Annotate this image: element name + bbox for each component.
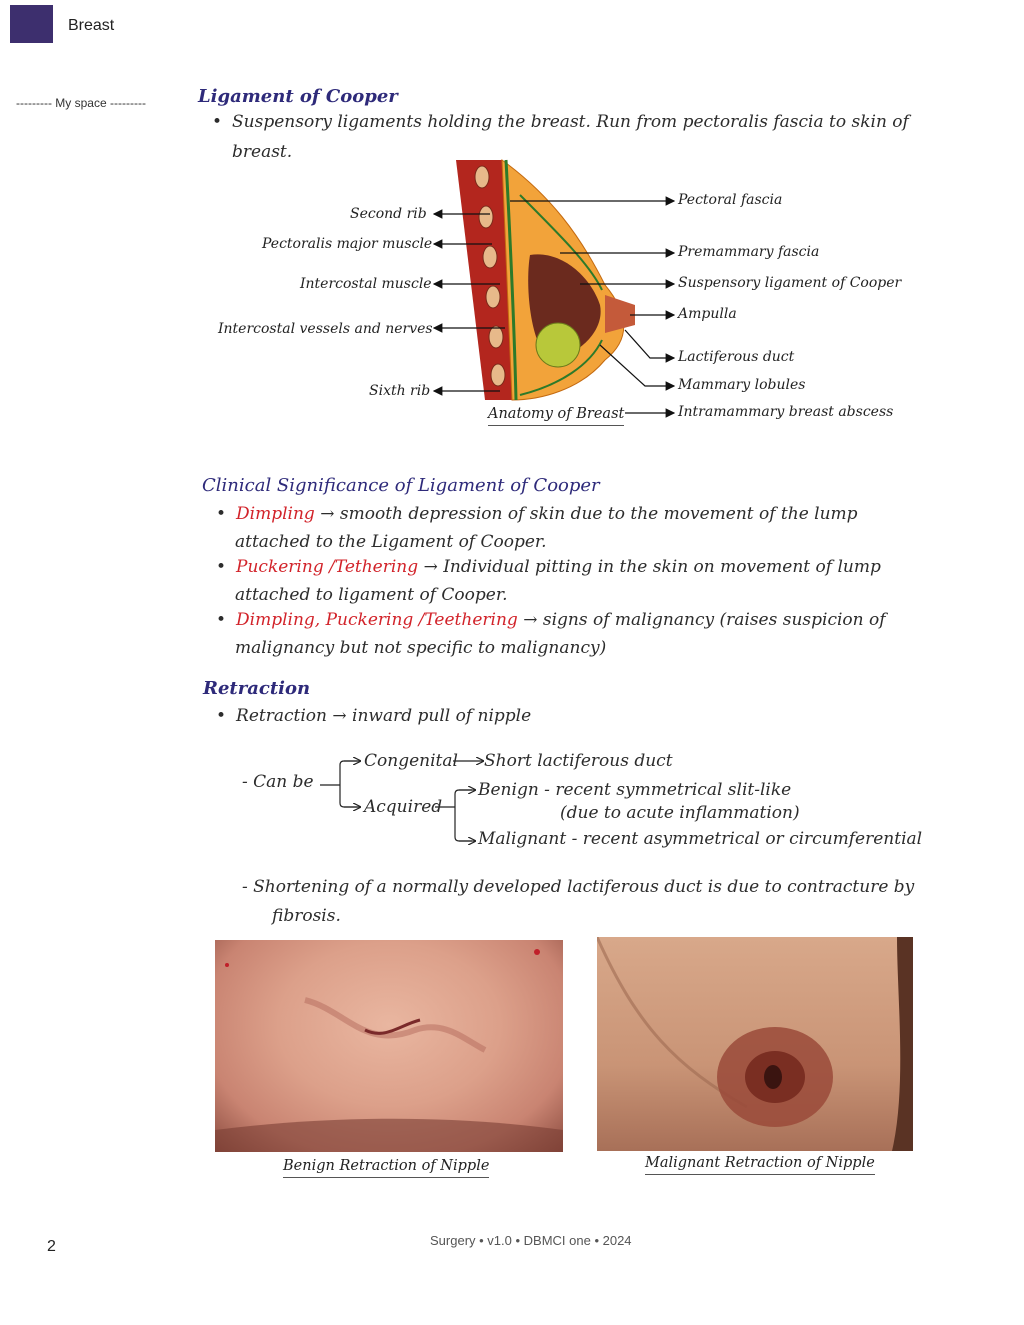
clinical-item-3-line1: signs of malignancy (raises suspicion of	[542, 610, 886, 630]
label-lactiferous-duct: Lactiferous duct	[678, 349, 795, 365]
retraction-benign: Benign - recent symmetrical slit-like	[478, 780, 792, 800]
clinical-item-3-line2: malignancy but not specific to malignancy)	[235, 638, 607, 658]
label-sixth-rib: Sixth rib	[369, 383, 431, 399]
diagram-caption: Anatomy of Breast	[488, 406, 624, 426]
label-intramammary-abscess: Intramammary breast abscess	[678, 404, 894, 420]
footer-meta: Surgery • v1.0 • DBMCI one • 2024	[430, 1233, 632, 1248]
section1-bullet-line2: breast.	[232, 142, 293, 162]
section-heading-ligament: Ligament of Cooper	[198, 86, 398, 107]
clinical-term-1: Dimpling	[236, 504, 315, 524]
label-second-rib: Second rib	[350, 206, 427, 222]
shortening-line1: - Shortening of a normally developed lactiferous duct is due to contracture by	[242, 877, 915, 897]
benign-photo-caption: Benign Retraction of Nipple	[283, 1158, 489, 1178]
retraction-bullet	[216, 702, 531, 730]
bullet-dot: •	[212, 112, 223, 132]
label-intercostal-muscle: Intercostal muscle	[300, 276, 432, 292]
diagram-leader-lines	[430, 195, 680, 425]
section-heading-clinical: Clinical Significance of Ligament of Cooper	[202, 475, 600, 496]
clinical-item-1-line1: smooth depression of skin due to the movement of the lump	[339, 504, 858, 524]
margin-note: --------- My space ---------	[16, 96, 146, 110]
clinical-term-2: Puckering /Tethering	[236, 557, 419, 577]
section-heading-retraction: Retraction	[203, 678, 311, 699]
shortening-line2: fibrosis.	[272, 906, 341, 926]
label-premammary-fascia: Premammary fascia	[678, 244, 820, 260]
section1-bullet-line1: Suspensory ligaments holding the breast. Run from pectoralis fascia to skin of	[232, 112, 909, 132]
clinical-term-3: Dimpling, Puckering /Teethering	[236, 610, 518, 630]
page-number: 2	[47, 1238, 56, 1255]
malignant-retraction-photo	[597, 937, 913, 1151]
clinical-item-2-line2: attached to ligament of Cooper.	[235, 585, 508, 605]
clinical-item-1	[216, 500, 858, 528]
skin-pucker-detail	[215, 940, 563, 1152]
nipple-retraction-detail	[597, 937, 913, 1151]
retraction-bullet-text: Retraction → inward pull of nipple	[236, 706, 532, 726]
arrow-glyph: →	[320, 504, 335, 524]
clinical-item-2-line1: Individual pitting in the skin on movement of lump	[443, 557, 881, 577]
retraction-benign-sub: (due to acute inflammation)	[560, 803, 800, 823]
section1-bullet	[212, 108, 909, 136]
clinical-item-3	[216, 606, 886, 634]
label-pectoralis-major: Pectoralis major muscle	[262, 236, 433, 252]
bullet-dot: •	[216, 557, 227, 577]
retraction-congenital: Congenital	[364, 751, 458, 771]
malignant-photo-caption: Malignant Retraction of Nipple	[645, 1155, 875, 1175]
label-intercostal-vessels: Intercostal vessels and nerves	[218, 321, 433, 337]
clinical-item-1-line2: attached to the Ligament of Cooper.	[235, 532, 547, 552]
arrow-glyph: →	[523, 610, 538, 630]
label-pectoral-fascia: Pectoral fascia	[678, 192, 783, 208]
retraction-congenital-result: Short lactiferous duct	[484, 751, 673, 771]
bullet-dot: •	[216, 706, 227, 726]
bullet-dot: •	[216, 610, 227, 630]
retraction-can-be: - Can be	[242, 772, 314, 792]
arrow-glyph: →	[423, 557, 438, 577]
clinical-item-2	[216, 553, 881, 581]
label-ampulla: Ampulla	[678, 306, 737, 322]
chapter-title: Breast	[68, 17, 115, 34]
label-mammary-lobules: Mammary lobules	[678, 377, 806, 393]
benign-retraction-photo	[215, 940, 563, 1152]
chapter-color-block	[10, 5, 53, 43]
retraction-malignant: Malignant - recent asymmetrical or circumferential	[478, 829, 923, 849]
retraction-acquired: Acquired	[364, 797, 443, 817]
bullet-dot: •	[216, 504, 227, 524]
label-suspensory-ligament: Suspensory ligament of Cooper	[678, 275, 902, 291]
